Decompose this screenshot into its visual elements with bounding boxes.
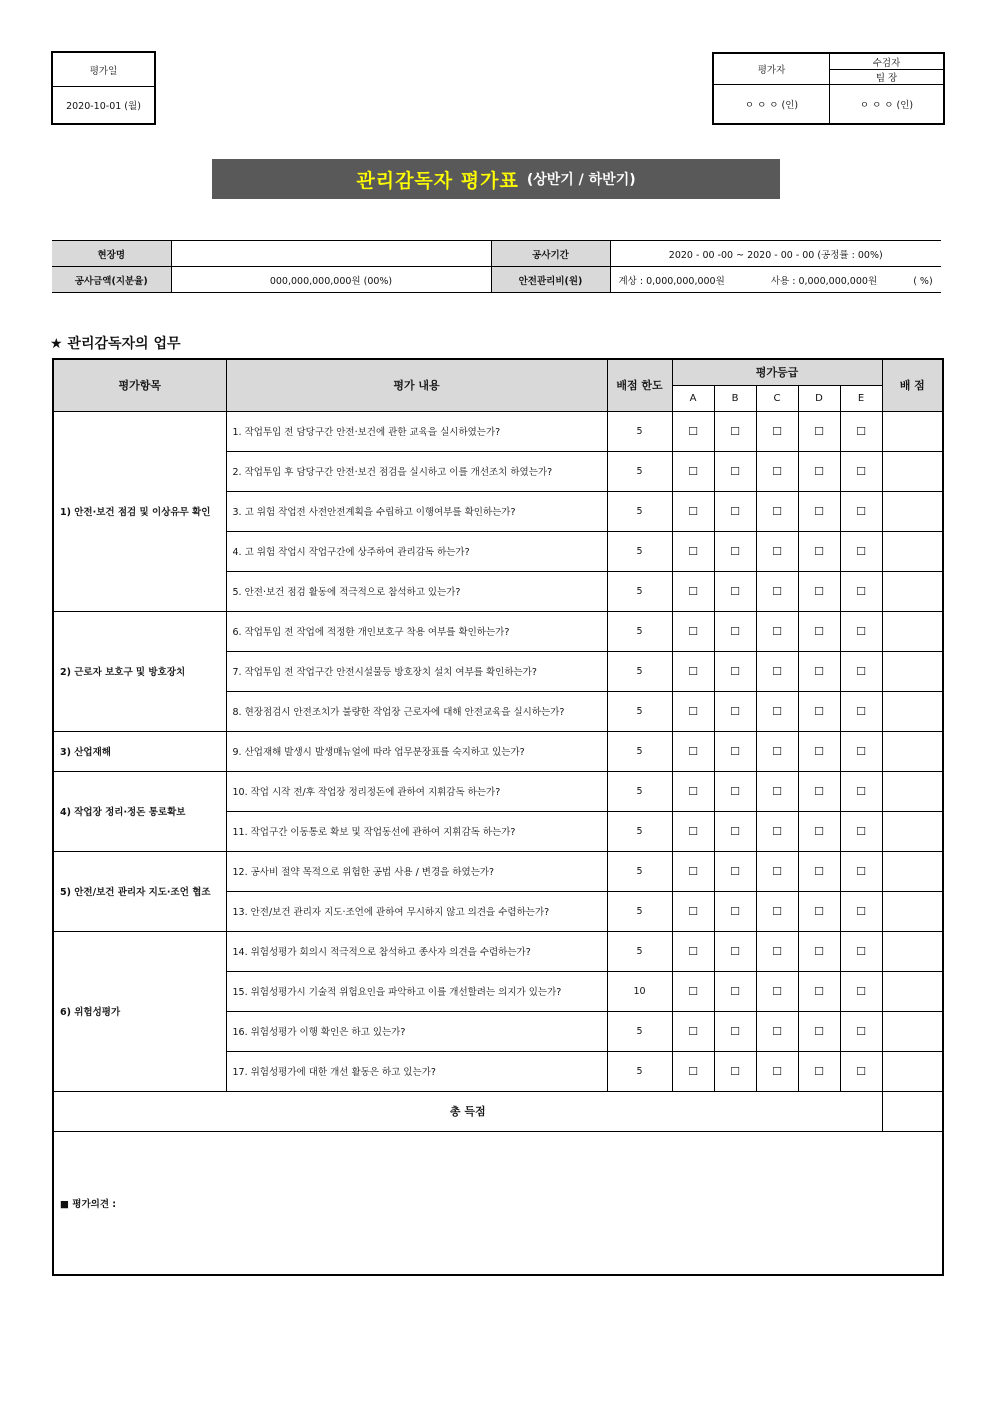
header-grade-a: A: [672, 385, 714, 411]
score-cell[interactable]: [882, 771, 943, 811]
score-cell[interactable]: [882, 531, 943, 571]
max-points: 5: [607, 531, 672, 571]
page-subtitle: (상반기 / 하반기): [526, 172, 636, 188]
grade-d-checkbox[interactable]: ☐: [798, 731, 840, 771]
grade-e-checkbox[interactable]: ☐: [840, 1011, 882, 1051]
project-info-table: [52, 240, 941, 293]
score-cell[interactable]: [882, 611, 943, 651]
score-cell[interactable]: [882, 691, 943, 731]
question-row: [53, 731, 943, 771]
grade-b-checkbox[interactable]: ☐: [714, 1051, 756, 1091]
max-points: 5: [607, 731, 672, 771]
max-points: 5: [607, 891, 672, 931]
grade-b-checkbox[interactable]: ☐: [714, 811, 756, 851]
question-text: 17. 위험성평가에 대한 개선 활동은 하고 있는가?: [226, 1051, 607, 1091]
grade-c-checkbox[interactable]: ☐: [756, 1051, 798, 1091]
grade-b-checkbox[interactable]: ☐: [714, 771, 756, 811]
grade-c-checkbox[interactable]: ☐: [756, 851, 798, 891]
grade-d-checkbox[interactable]: ☐: [798, 931, 840, 971]
score-cell[interactable]: [882, 931, 943, 971]
grade-d-checkbox[interactable]: ☐: [798, 611, 840, 651]
team-leader-signature[interactable]: ㅇ ㅇ ㅇ (인): [830, 85, 944, 124]
evaluation-item: 6) 위험성평가: [53, 931, 226, 1091]
score-cell[interactable]: [882, 451, 943, 491]
grade-d-checkbox[interactable]: ☐: [798, 851, 840, 891]
evaluation-item: 2) 근로자 보호구 및 방호장치: [53, 611, 226, 731]
grade-c-checkbox[interactable]: ☐: [756, 691, 798, 731]
grade-c-checkbox[interactable]: ☐: [756, 651, 798, 691]
max-points: 5: [607, 411, 672, 451]
question-row: [53, 611, 943, 651]
question-text: 3. 고 위험 작업전 사전안전계획을 수립하고 이행여부를 확인하는가?: [226, 491, 607, 531]
period-label: 공사기간: [491, 241, 610, 267]
safety-cost-value[interactable]: [610, 267, 941, 293]
max-points: 5: [607, 611, 672, 651]
grade-c-checkbox[interactable]: ☐: [756, 771, 798, 811]
grade-b-checkbox[interactable]: ☐: [714, 1011, 756, 1051]
max-points: 5: [607, 1011, 672, 1051]
grade-b-checkbox[interactable]: ☐: [714, 451, 756, 491]
question-text: 5. 안전·보건 점검 활동에 적극적으로 참석하고 있는가?: [226, 571, 607, 611]
question-text: 12. 공사비 절약 목적으로 위험한 공법 사용 / 변경을 하였는가?: [226, 851, 607, 891]
max-points: 5: [607, 771, 672, 811]
grade-c-checkbox[interactable]: ☐: [756, 451, 798, 491]
grade-e-checkbox[interactable]: ☐: [840, 651, 882, 691]
max-points: 5: [607, 931, 672, 971]
grade-b-checkbox[interactable]: ☐: [714, 651, 756, 691]
grade-a-checkbox[interactable]: ☐: [672, 971, 714, 1011]
team-leader-label: 팀 장: [830, 70, 944, 85]
safety-cost-plan: 계상 : 0,000,000,000원: [618, 275, 725, 287]
grade-a-checkbox[interactable]: ☐: [672, 531, 714, 571]
evaluation-item: 4) 작업장 정리·정돈 통로확보: [53, 771, 226, 851]
grade-e-checkbox[interactable]: ☐: [840, 531, 882, 571]
section-title: ★ 관리감독자의 업무: [50, 336, 181, 352]
grade-e-checkbox[interactable]: ☐: [840, 811, 882, 851]
max-points: 5: [607, 811, 672, 851]
grade-a-checkbox[interactable]: ☐: [672, 1051, 714, 1091]
grade-d-checkbox[interactable]: ☐: [798, 971, 840, 1011]
score-cell[interactable]: [882, 811, 943, 851]
amount-label: 공사금액(지분율): [52, 267, 171, 293]
evaluation-item: 5) 안전/보건 관리자 지도·조언 협조: [53, 851, 226, 931]
score-cell[interactable]: [882, 571, 943, 611]
grade-e-checkbox[interactable]: ☐: [840, 731, 882, 771]
question-text: 6. 작업투입 전 작업에 적정한 개인보호구 착용 여부를 확인하는가?: [226, 611, 607, 651]
grade-a-checkbox[interactable]: ☐: [672, 651, 714, 691]
grade-d-checkbox[interactable]: ☐: [798, 571, 840, 611]
grade-e-checkbox[interactable]: ☐: [840, 411, 882, 451]
grade-b-checkbox[interactable]: ☐: [714, 971, 756, 1011]
max-points: 5: [607, 571, 672, 611]
question-row: [53, 411, 943, 451]
grade-c-checkbox[interactable]: ☐: [756, 731, 798, 771]
score-cell[interactable]: [882, 651, 943, 691]
question-row: [53, 851, 943, 891]
question-text: 2. 작업투입 후 담당구간 안전·보건 점검을 실시하고 이를 개선조치 하였는가?: [226, 451, 607, 491]
evaluator-label: 평가자: [714, 54, 830, 85]
question-text: 15. 위험성평가시 기술적 위험요인을 파악하고 이를 개선할려는 의지가 있는가?: [226, 971, 607, 1011]
question-row: [53, 931, 943, 971]
header-item: 평가항목: [53, 359, 226, 411]
approval-box: [712, 52, 945, 125]
safety-cost-percent: ( %): [913, 275, 933, 287]
grade-a-checkbox[interactable]: ☐: [672, 811, 714, 851]
grade-a-checkbox[interactable]: ☐: [672, 851, 714, 891]
question-text: 10. 작업 시작 전/후 작업장 정리정돈에 관하여 지휘감독 하는가?: [226, 771, 607, 811]
header-grade-b: B: [714, 385, 756, 411]
evaluation-item: 3) 산업재해: [53, 731, 226, 771]
question-text: 14. 위험성평가 회의시 적극적으로 참석하고 종사자 의견을 수렴하는가?: [226, 931, 607, 971]
header-max-points: 배점 한도: [607, 359, 672, 411]
question-row: [53, 771, 943, 811]
grade-c-checkbox[interactable]: ☐: [756, 611, 798, 651]
grade-d-checkbox[interactable]: ☐: [798, 651, 840, 691]
score-cell[interactable]: [882, 1051, 943, 1091]
total-score-label: 총 득점: [53, 1091, 882, 1131]
period-value[interactable]: 2020 - 00 -00 ~ 2020 - 00 - 00 (공정률 : 00%): [610, 241, 941, 267]
grade-c-checkbox[interactable]: ☐: [756, 1011, 798, 1051]
grade-e-checkbox[interactable]: ☐: [840, 491, 882, 531]
max-points: 5: [607, 691, 672, 731]
grade-b-checkbox[interactable]: ☐: [714, 611, 756, 651]
score-cell[interactable]: [882, 971, 943, 1011]
grade-d-checkbox[interactable]: ☐: [798, 491, 840, 531]
header-grade: 평가등급: [672, 359, 882, 385]
grade-a-checkbox[interactable]: ☐: [672, 571, 714, 611]
grade-e-checkbox[interactable]: ☐: [840, 691, 882, 731]
safety-cost-used: 사용 : 0,000,000,000원: [770, 275, 878, 287]
grade-a-checkbox[interactable]: ☐: [672, 931, 714, 971]
grade-c-checkbox[interactable]: ☐: [756, 811, 798, 851]
grade-a-checkbox[interactable]: ☐: [672, 771, 714, 811]
grade-b-checkbox[interactable]: ☐: [714, 491, 756, 531]
score-cell[interactable]: [882, 411, 943, 451]
grade-d-checkbox[interactable]: ☐: [798, 451, 840, 491]
grade-e-checkbox[interactable]: ☐: [840, 971, 882, 1011]
grade-b-checkbox[interactable]: ☐: [714, 891, 756, 931]
evaluation-opinion-field[interactable]: ■ 평가의견 :: [53, 1131, 943, 1275]
max-points: 5: [607, 491, 672, 531]
question-text: 7. 작업투입 전 작업구간 안전시설물등 방호장치 설치 여부를 확인하는가?: [226, 651, 607, 691]
grade-d-checkbox[interactable]: ☐: [798, 1051, 840, 1091]
grade-a-checkbox[interactable]: ☐: [672, 411, 714, 451]
question-text: 8. 현장점검시 안전조치가 불량한 작업장 근로자에 대해 안전교육을 실시하는가?: [226, 691, 607, 731]
opinion-row: [53, 1131, 943, 1275]
grade-e-checkbox[interactable]: ☐: [840, 771, 882, 811]
safety-cost-label: 안전관리비(원): [491, 267, 610, 293]
grade-c-checkbox[interactable]: ☐: [756, 971, 798, 1011]
grade-a-checkbox[interactable]: ☐: [672, 451, 714, 491]
max-points: 10: [607, 971, 672, 1011]
grade-b-checkbox[interactable]: ☐: [714, 531, 756, 571]
evaluation-table: [52, 358, 944, 1276]
evaluation-date-label: 평가일: [53, 53, 154, 87]
grade-c-checkbox[interactable]: ☐: [756, 491, 798, 531]
max-points: 5: [607, 651, 672, 691]
grade-a-checkbox[interactable]: ☐: [672, 1011, 714, 1051]
grade-e-checkbox[interactable]: ☐: [840, 891, 882, 931]
evaluator-signature[interactable]: ㅇ ㅇ ㅇ (인): [714, 85, 830, 124]
grade-b-checkbox[interactable]: ☐: [714, 851, 756, 891]
evaluation-date-box: [51, 51, 156, 125]
amount-value[interactable]: 000,000,000,000원 (00%): [171, 267, 491, 293]
grade-d-checkbox[interactable]: ☐: [798, 411, 840, 451]
grade-b-checkbox[interactable]: ☐: [714, 571, 756, 611]
question-text: 11. 작업구간 이동통로 확보 및 작업동선에 관하여 지휘감독 하는가?: [226, 811, 607, 851]
score-cell[interactable]: [882, 731, 943, 771]
grade-d-checkbox[interactable]: ☐: [798, 811, 840, 851]
grade-a-checkbox[interactable]: ☐: [672, 731, 714, 771]
receiver-label: 수검자: [830, 54, 944, 70]
grade-d-checkbox[interactable]: ☐: [798, 531, 840, 571]
site-label: 현장명: [52, 241, 171, 267]
question-text: 1. 작업투입 전 담당구간 안전·보건에 관한 교육을 실시하였는가?: [226, 411, 607, 451]
question-text: 13. 안전/보건 관리자 지도·조언에 관하여 무시하지 않고 의견을 수렴하는가?: [226, 891, 607, 931]
question-text: 9. 산업재해 발생시 발생매뉴얼에 따라 업무분장표를 숙지하고 있는가?: [226, 731, 607, 771]
site-value[interactable]: [171, 241, 491, 267]
header-grade-d: D: [798, 385, 840, 411]
grade-a-checkbox[interactable]: ☐: [672, 691, 714, 731]
grade-d-checkbox[interactable]: ☐: [798, 891, 840, 931]
grade-e-checkbox[interactable]: ☐: [840, 851, 882, 891]
score-cell[interactable]: [882, 851, 943, 891]
title-banner: [212, 159, 780, 199]
grade-e-checkbox[interactable]: ☐: [840, 1051, 882, 1091]
grade-e-checkbox[interactable]: ☐: [840, 451, 882, 491]
grade-c-checkbox[interactable]: ☐: [756, 531, 798, 571]
max-points: 5: [607, 851, 672, 891]
header-score: 배 점: [882, 359, 943, 411]
header-grade-c: C: [756, 385, 798, 411]
grade-a-checkbox[interactable]: ☐: [672, 491, 714, 531]
grade-b-checkbox[interactable]: ☐: [714, 731, 756, 771]
header-content: 평가 내용: [226, 359, 607, 411]
question-text: 4. 고 위험 작업시 작업구간에 상주하여 관리감독 하는가?: [226, 531, 607, 571]
grade-e-checkbox[interactable]: ☐: [840, 931, 882, 971]
header-grade-e: E: [840, 385, 882, 411]
grade-c-checkbox[interactable]: ☐: [756, 411, 798, 451]
evaluation-date-value[interactable]: 2020-10-01 (월): [66, 101, 141, 112]
question-text: 16. 위험성평가 이행 확인은 하고 있는가?: [226, 1011, 607, 1051]
grade-e-checkbox[interactable]: ☐: [840, 611, 882, 651]
page-title: 관리감독자 평가표: [356, 169, 519, 192]
grade-c-checkbox[interactable]: ☐: [756, 571, 798, 611]
max-points: 5: [607, 451, 672, 491]
total-score-value[interactable]: [882, 1091, 943, 1131]
grade-b-checkbox[interactable]: ☐: [714, 691, 756, 731]
grade-d-checkbox[interactable]: ☐: [798, 1011, 840, 1051]
score-cell[interactable]: [882, 1011, 943, 1051]
total-row: [53, 1091, 943, 1131]
score-cell[interactable]: [882, 491, 943, 531]
grade-b-checkbox[interactable]: ☐: [714, 931, 756, 971]
max-points: 5: [607, 1051, 672, 1091]
score-cell[interactable]: [882, 891, 943, 931]
grade-a-checkbox[interactable]: ☐: [672, 611, 714, 651]
grade-a-checkbox[interactable]: ☐: [672, 891, 714, 931]
grade-b-checkbox[interactable]: ☐: [714, 411, 756, 451]
grade-c-checkbox[interactable]: ☐: [756, 931, 798, 971]
grade-c-checkbox[interactable]: ☐: [756, 891, 798, 931]
grade-d-checkbox[interactable]: ☐: [798, 691, 840, 731]
grade-d-checkbox[interactable]: ☐: [798, 771, 840, 811]
evaluation-item: 1) 안전·보건 점검 및 이상유무 확인: [53, 411, 226, 611]
grade-e-checkbox[interactable]: ☐: [840, 571, 882, 611]
